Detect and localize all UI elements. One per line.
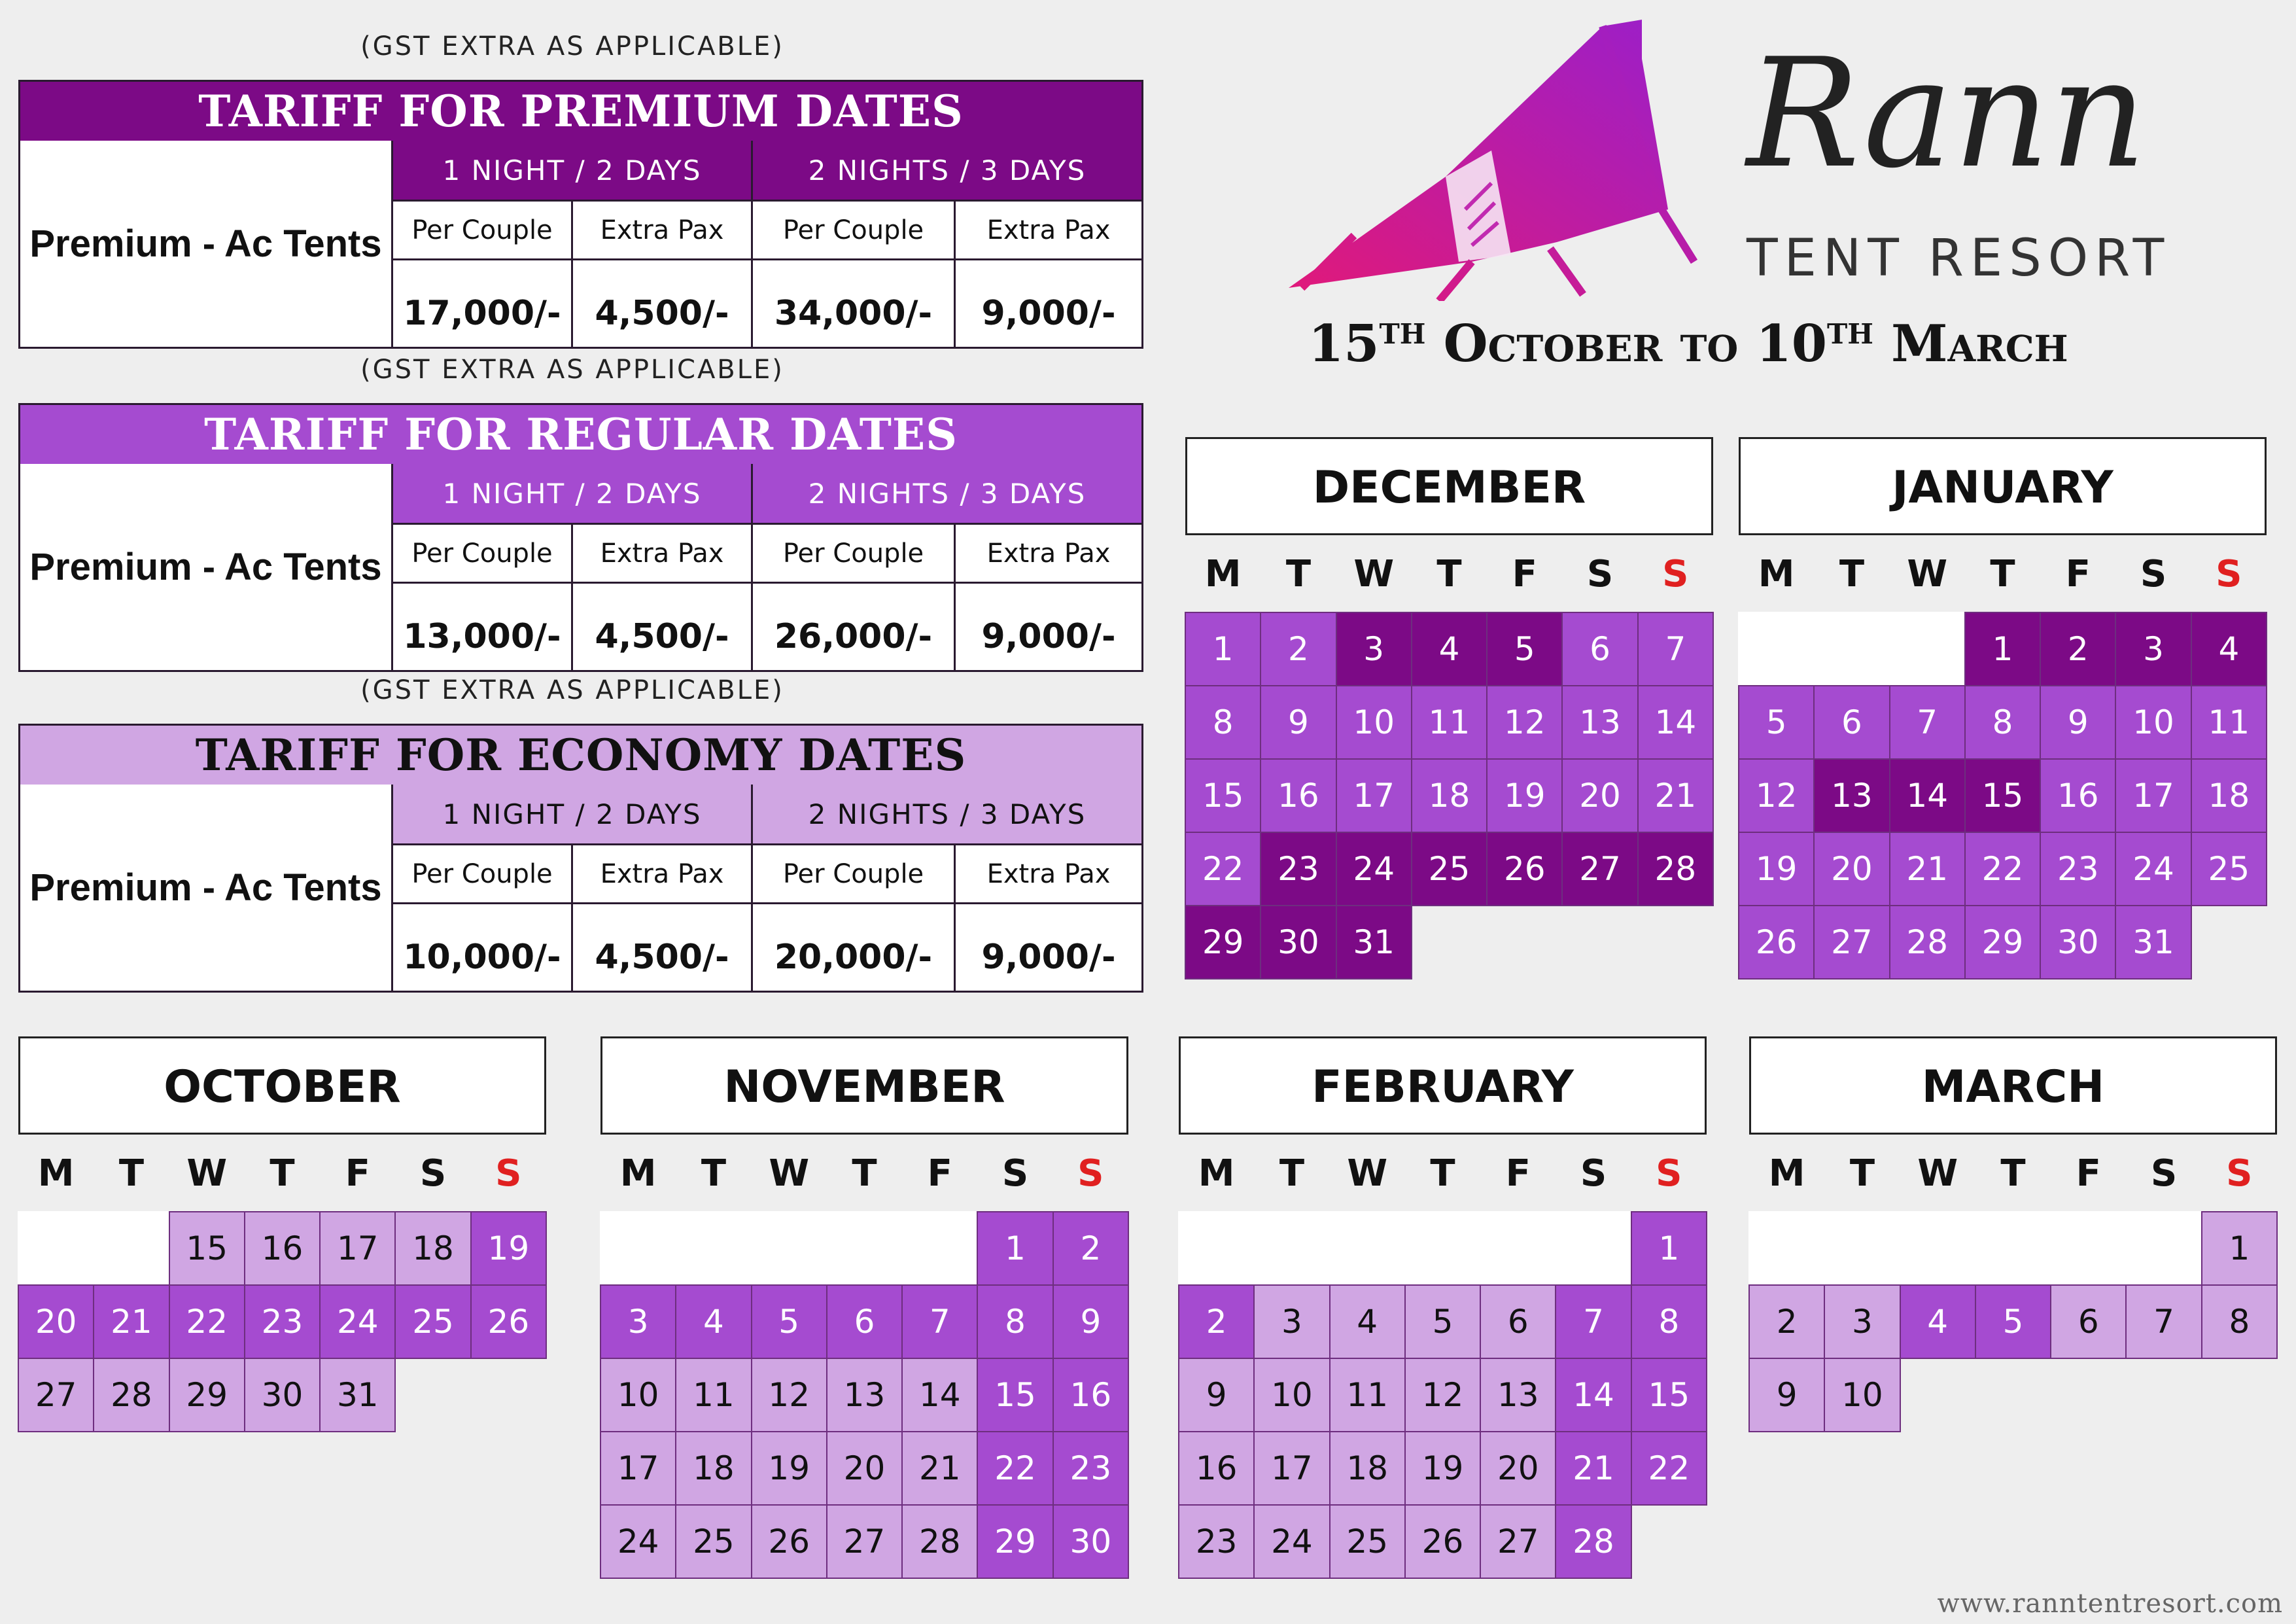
calendar-day: 9: [1748, 1358, 1825, 1432]
calendar-day: 23: [2040, 832, 2116, 906]
calendar-day: 13: [1561, 685, 1638, 760]
calendar-day: 23: [1052, 1431, 1129, 1506]
calendar-december: [1185, 437, 1713, 979]
calendar-day: 14: [1555, 1358, 1631, 1432]
weekday-label: W: [186, 1152, 228, 1195]
calendar-day: 1: [977, 1211, 1053, 1286]
calendar-day: 10: [1824, 1358, 1900, 1432]
calendar-january: [1739, 437, 2267, 979]
tariff-price: 26,000/-: [753, 582, 956, 670]
calendar-day: 30: [2040, 905, 2116, 980]
tariff-price: 9,000/-: [956, 582, 1141, 670]
calendar-day: 16: [1052, 1358, 1129, 1432]
calendar-day: 27: [1561, 832, 1638, 906]
calendar-day: 26: [470, 1284, 547, 1359]
calendar-day: 2: [1260, 612, 1336, 686]
day-grid: [1179, 1212, 1707, 1578]
calendar-day: 8: [2201, 1284, 2278, 1359]
calendar-day: 20: [1480, 1431, 1556, 1506]
tariff-col-extra-pax: Extra Pax: [956, 523, 1141, 582]
calendar-day: 22: [169, 1284, 245, 1359]
calendar-day: 25: [394, 1284, 471, 1359]
weekday-label: T: [118, 1152, 145, 1195]
weekday-label: S: [2226, 1152, 2253, 1195]
calendar-day: 21: [1889, 832, 1966, 906]
tariff-col-per-couple: Per Couple: [753, 200, 956, 258]
calendar-day: 6: [2050, 1284, 2127, 1359]
calendar-day: 16: [2040, 758, 2116, 833]
calendar-day: 20: [1813, 832, 1890, 906]
calendar-day: 23: [1178, 1504, 1255, 1579]
day-grid: [1185, 612, 1713, 979]
calendar-day: 5: [1404, 1284, 1481, 1359]
calendar-day: 5: [1486, 612, 1563, 686]
weekday-label: F: [2076, 1152, 2101, 1195]
tariff-price: 4,500/-: [573, 902, 753, 991]
weekday-label: T: [1285, 552, 1312, 595]
tariff-price: 17,000/-: [393, 258, 573, 347]
calendar-day: 15: [1631, 1358, 1707, 1432]
calendar-day: 17: [600, 1431, 676, 1506]
calendar-day: 18: [2191, 758, 2267, 833]
calendar-day: 26: [1738, 905, 1815, 980]
calendar-day: 6: [1480, 1284, 1556, 1359]
calendar-day: 11: [1411, 685, 1487, 760]
weekday-label: F: [2065, 552, 2091, 595]
tariff-price: 4,500/-: [573, 582, 753, 670]
calendar-day: 6: [1813, 685, 1890, 760]
calendar-day: 25: [2191, 832, 2267, 906]
calendar-day: 24: [1253, 1504, 1330, 1579]
calendar-day: 30: [1260, 905, 1336, 980]
calendar-day: 19: [1404, 1431, 1481, 1506]
tariff-col-per-couple: Per Couple: [753, 523, 956, 582]
weekday-label: S: [1656, 1152, 1682, 1195]
empty-cell: [2125, 1211, 2202, 1286]
calendar-day: 8: [1964, 685, 2041, 760]
empty-cell: [901, 1211, 978, 1286]
calendar-day: 10: [1336, 685, 1412, 760]
tariff-col-extra-pax: Extra Pax: [573, 200, 753, 258]
tariff-col-per-couple: Per Couple: [753, 843, 956, 902]
calendar-day: 11: [2191, 685, 2267, 760]
tariff-night-1: 1 NIGHT / 2 DAYS: [393, 141, 753, 200]
weekday-label: S: [1580, 1152, 1607, 1195]
month-name: FEBRUARY: [1179, 1036, 1707, 1135]
empty-cell: [1404, 1211, 1481, 1286]
calendar-day: 15: [1185, 758, 1261, 833]
tariff-price: 20,000/-: [753, 902, 956, 991]
calendar-day: 13: [826, 1358, 903, 1432]
calendar-day: 1: [1964, 612, 2041, 686]
empty-cell: [18, 1211, 94, 1286]
calendar-day: 7: [2125, 1284, 2202, 1359]
empty-cell: [1555, 1211, 1631, 1286]
calendar-day: 1: [1631, 1211, 1707, 1286]
tariff-price: 10,000/-: [393, 902, 573, 991]
weekday-label: W: [1907, 552, 1948, 595]
tariff-night-1: 1 NIGHT / 2 DAYS: [393, 785, 753, 843]
weekday-label: T: [701, 1152, 727, 1195]
empty-cell: [751, 1211, 827, 1286]
empty-cell: [1178, 1211, 1255, 1286]
weekday-label: S: [1662, 552, 1689, 595]
empty-cell: [93, 1211, 169, 1286]
calendar-day: 16: [1178, 1431, 1255, 1506]
calendar-day: 3: [600, 1284, 676, 1359]
tariff-price: 9,000/-: [956, 902, 1141, 991]
calendar-day: 27: [18, 1358, 94, 1432]
calendar-day: 14: [1637, 685, 1714, 760]
month-name: JANUARY: [1739, 437, 2267, 535]
tariff-table-premium: [18, 80, 1143, 349]
calendar-day: 28: [901, 1504, 978, 1579]
calendar-day: 30: [1052, 1504, 1129, 1579]
calendar-day: 25: [675, 1504, 752, 1579]
weekday-label: S: [1077, 1152, 1104, 1195]
empty-cell: [1253, 1211, 1330, 1286]
calendar-day: 15: [977, 1358, 1053, 1432]
brand-name: Rann: [1747, 27, 2147, 202]
calendar-day: 21: [901, 1431, 978, 1506]
calendar-day: 28: [1637, 832, 1714, 906]
calendar-day: 20: [1561, 758, 1638, 833]
weekday-row: [600, 1135, 1128, 1212]
weekday-label: T: [852, 1152, 877, 1195]
calendar-day: 28: [1889, 905, 1966, 980]
weekday-label: M: [37, 1152, 75, 1195]
calendar-day: 14: [1889, 758, 1966, 833]
calendar-day: 22: [977, 1431, 1053, 1506]
calendar-day: 16: [244, 1211, 321, 1286]
calendar-day: 2: [1052, 1211, 1129, 1286]
calendar-day: 19: [1486, 758, 1563, 833]
calendar-day: 24: [2115, 832, 2191, 906]
weekday-label: W: [1353, 552, 1395, 595]
calendar-october: [18, 1036, 546, 1432]
empty-cell: [1480, 1211, 1556, 1286]
calendar-day: 27: [826, 1504, 903, 1579]
calendar-day: 27: [1813, 905, 1890, 980]
empty-cell: [1889, 612, 1966, 686]
tariff-price: 9,000/-: [956, 258, 1141, 347]
calendar-day: 31: [1336, 905, 1412, 980]
tariff-category: Premium - Ac Tents: [20, 785, 393, 991]
tariff-price: 13,000/-: [393, 582, 573, 670]
calendar-day: 4: [1900, 1284, 1976, 1359]
weekday-label: T: [1436, 552, 1462, 595]
weekday-label: T: [2000, 1152, 2026, 1195]
tariff-title: TARIFF FOR REGULAR DATES: [20, 405, 1141, 464]
calendar-day: 17: [319, 1211, 396, 1286]
calendar-day: 12: [1738, 758, 1815, 833]
weekday-label: T: [270, 1152, 295, 1195]
calendar-day: 18: [394, 1211, 471, 1286]
calendar-day: 23: [244, 1284, 321, 1359]
calendar-day: 17: [2115, 758, 2191, 833]
empty-cell: [1738, 612, 1815, 686]
day-grid: [600, 1212, 1128, 1578]
calendar-day: 13: [1480, 1358, 1556, 1432]
calendar-day: 22: [1964, 832, 2041, 906]
calendar-day: 19: [1738, 832, 1815, 906]
brand-logo: [1276, 13, 2191, 301]
tariff-col-per-couple: Per Couple: [393, 200, 573, 258]
empty-cell: [1975, 1211, 2051, 1286]
calendar-day: 24: [1336, 832, 1412, 906]
calendar-day: 31: [2115, 905, 2191, 980]
weekday-label: W: [769, 1152, 810, 1195]
calendar-day: 17: [1253, 1431, 1330, 1506]
season-start-day: 15: [1308, 314, 1380, 374]
calendar-day: 25: [1411, 832, 1487, 906]
calendar-day: 10: [1253, 1358, 1330, 1432]
calendar-day: 10: [2115, 685, 2191, 760]
calendar-day: 29: [169, 1358, 245, 1432]
calendar-march: [1749, 1036, 2277, 1432]
calendar-day: 5: [1975, 1284, 2051, 1359]
calendar-day: 26: [751, 1504, 827, 1579]
calendar-day: 8: [1631, 1284, 1707, 1359]
calendar-day: 1: [2201, 1211, 2278, 1286]
month-name: DECEMBER: [1185, 437, 1713, 535]
weekday-label: S: [2150, 1152, 2178, 1195]
weekday-row: [1739, 535, 2267, 612]
empty-cell: [826, 1211, 903, 1286]
weekday-label: F: [927, 1152, 952, 1195]
calendar-day: 12: [1486, 685, 1563, 760]
empty-cell: [1824, 1211, 1900, 1286]
month-name: NOVEMBER: [600, 1036, 1128, 1135]
weekday-label: F: [345, 1152, 370, 1195]
tariff-price: 34,000/-: [753, 258, 956, 347]
calendar-day: 9: [1260, 685, 1336, 760]
calendar-day: 29: [977, 1504, 1053, 1579]
weekday-row: [1185, 535, 1713, 612]
calendar-day: 18: [1329, 1431, 1406, 1506]
tariff-grid: [20, 141, 1141, 347]
calendar-day: 26: [1404, 1504, 1481, 1579]
day-grid: [18, 1212, 546, 1432]
website-url[interactable]: www.ranntentresort.com: [1937, 1589, 2283, 1619]
weekday-label: F: [1512, 552, 1537, 595]
calendar-day: 15: [169, 1211, 245, 1286]
calendar-day: 21: [93, 1284, 169, 1359]
weekday-label: M: [1768, 1152, 1805, 1195]
season-dates: [1308, 314, 2068, 374]
calendar-day: 16: [1260, 758, 1336, 833]
calendar-day: 25: [1329, 1504, 1406, 1579]
tariff-col-per-couple: Per Couple: [393, 523, 573, 582]
tariff-night-2: 2 NIGHTS / 3 DAYS: [753, 464, 1141, 523]
weekday-label: T: [1279, 1152, 1305, 1195]
empty-cell: [675, 1211, 752, 1286]
weekday-label: T: [1839, 552, 1865, 595]
tariff-grid: [20, 785, 1141, 991]
calendar-day: 12: [751, 1358, 827, 1432]
calendar-day: 11: [675, 1358, 752, 1432]
empty-cell: [2050, 1211, 2127, 1286]
tariff-grid: [20, 464, 1141, 670]
tariff-category: Premium - Ac Tents: [20, 141, 393, 347]
calendar-day: 3: [2115, 612, 2191, 686]
brand-subtitle: TENT RESORT: [1747, 229, 2171, 288]
empty-cell: [1900, 1211, 1976, 1286]
tariff-title: TARIFF FOR PREMIUM DATES: [20, 82, 1141, 141]
calendar-day: 26: [1486, 832, 1563, 906]
calendar-day: 4: [1411, 612, 1487, 686]
tariff-col-per-couple: Per Couple: [393, 843, 573, 902]
gst-note: (GST EXTRA AS APPLICABLE): [360, 355, 784, 385]
calendar-day: 23: [1260, 832, 1336, 906]
calendar-day: 9: [1052, 1284, 1129, 1359]
calendar-day: 30: [244, 1358, 321, 1432]
calendar-day: 5: [1738, 685, 1815, 760]
tariff-night-1: 1 NIGHT / 2 DAYS: [393, 464, 753, 523]
tariff-table-economy: [18, 724, 1143, 993]
calendar-day: 7: [1555, 1284, 1631, 1359]
gst-note: (GST EXTRA AS APPLICABLE): [360, 31, 784, 62]
gst-note: (GST EXTRA AS APPLICABLE): [360, 675, 784, 705]
tent-icon: [1276, 13, 1747, 301]
weekday-label: S: [1586, 552, 1614, 595]
calendar-day: 2: [1178, 1284, 1255, 1359]
calendar-day: 9: [1178, 1358, 1255, 1432]
calendar-day: 31: [319, 1358, 396, 1432]
calendar-november: [600, 1036, 1128, 1578]
calendar-day: 7: [1637, 612, 1714, 686]
calendar-day: 13: [1813, 758, 1890, 833]
calendar-day: 21: [1637, 758, 1714, 833]
calendar-day: 24: [600, 1504, 676, 1579]
tariff-title: TARIFF FOR ECONOMY DATES: [20, 726, 1141, 785]
empty-cell: [1329, 1211, 1406, 1286]
calendar-day: 6: [1561, 612, 1638, 686]
weekday-label: M: [619, 1152, 657, 1195]
weekday-label: M: [1198, 1152, 1235, 1195]
calendar-day: 4: [2191, 612, 2267, 686]
calendar-day: 5: [751, 1284, 827, 1359]
calendar-day: 21: [1555, 1431, 1631, 1506]
season-end-suffix: TH: [1827, 318, 1873, 350]
season-text-end: March: [1891, 314, 2068, 374]
weekday-label: T: [1849, 1152, 1875, 1195]
season-start-suffix: TH: [1379, 318, 1426, 350]
weekday-label: F: [1505, 1152, 1531, 1195]
calendar-day: 20: [18, 1284, 94, 1359]
calendar-day: 28: [1555, 1504, 1631, 1579]
weekday-label: T: [1990, 552, 2015, 595]
calendar-day: 10: [600, 1358, 676, 1432]
calendar-day: 2: [2040, 612, 2116, 686]
calendar-day: 20: [826, 1431, 903, 1506]
calendar-day: 3: [1253, 1284, 1330, 1359]
calendar-day: 9: [2040, 685, 2116, 760]
weekday-label: S: [2140, 552, 2167, 595]
tariff-category: Premium - Ac Tents: [20, 464, 393, 670]
weekday-row: [18, 1135, 546, 1212]
calendar-day: 7: [1889, 685, 1966, 760]
calendar-day: 15: [1964, 758, 2041, 833]
weekday-label: W: [1917, 1152, 1958, 1195]
calendar-day: 4: [1329, 1284, 1406, 1359]
month-name: OCTOBER: [18, 1036, 546, 1135]
calendar-day: 4: [675, 1284, 752, 1359]
weekday-label: S: [495, 1152, 522, 1195]
calendar-day: 22: [1631, 1431, 1707, 1506]
tariff-col-extra-pax: Extra Pax: [573, 843, 753, 902]
month-name: MARCH: [1749, 1036, 2277, 1135]
calendar-day: 22: [1185, 832, 1261, 906]
weekday-label: W: [1347, 1152, 1388, 1195]
weekday-row: [1179, 1135, 1707, 1212]
calendar-day: 19: [470, 1211, 547, 1286]
empty-cell: [600, 1211, 676, 1286]
calendar-day: 8: [977, 1284, 1053, 1359]
calendar-february: [1179, 1036, 1707, 1578]
tariff-price: 4,500/-: [573, 258, 753, 347]
weekday-label: M: [1204, 552, 1242, 595]
weekday-label: M: [1758, 552, 1795, 595]
calendar-day: 6: [826, 1284, 903, 1359]
calendar-day: 14: [901, 1358, 978, 1432]
weekday-label: T: [1430, 1152, 1455, 1195]
weekday-label: S: [2216, 552, 2242, 595]
weekday-label: S: [1001, 1152, 1029, 1195]
calendar-day: 11: [1329, 1358, 1406, 1432]
calendar-day: 3: [1336, 612, 1412, 686]
weekday-row: [1749, 1135, 2277, 1212]
calendar-day: 18: [1411, 758, 1487, 833]
calendar-day: 29: [1964, 905, 2041, 980]
tariff-col-extra-pax: Extra Pax: [956, 200, 1141, 258]
calendar-day: 2: [1748, 1284, 1825, 1359]
empty-cell: [1748, 1211, 1825, 1286]
weekday-label: S: [419, 1152, 447, 1195]
calendar-day: 27: [1480, 1504, 1556, 1579]
day-grid: [1749, 1212, 2277, 1432]
day-grid: [1739, 612, 2267, 979]
tariff-table-regular: [18, 403, 1143, 672]
tariff-night-2: 2 NIGHTS / 3 DAYS: [753, 141, 1141, 200]
calendar-day: 7: [901, 1284, 978, 1359]
tariff-col-extra-pax: Extra Pax: [956, 843, 1141, 902]
calendar-day: 29: [1185, 905, 1261, 980]
calendar-day: 24: [319, 1284, 396, 1359]
tariff-col-extra-pax: Extra Pax: [573, 523, 753, 582]
calendar-day: 19: [751, 1431, 827, 1506]
calendar-day: 8: [1185, 685, 1261, 760]
season-text-start: October to: [1443, 314, 1739, 374]
calendar-day: 18: [675, 1431, 752, 1506]
tariff-night-2: 2 NIGHTS / 3 DAYS: [753, 785, 1141, 843]
calendar-day: 17: [1336, 758, 1412, 833]
calendar-day: 3: [1824, 1284, 1900, 1359]
calendar-day: 12: [1404, 1358, 1481, 1432]
season-end-day: 10: [1756, 314, 1828, 374]
calendar-day: 28: [93, 1358, 169, 1432]
calendar-day: 1: [1185, 612, 1261, 686]
empty-cell: [1813, 612, 1890, 686]
